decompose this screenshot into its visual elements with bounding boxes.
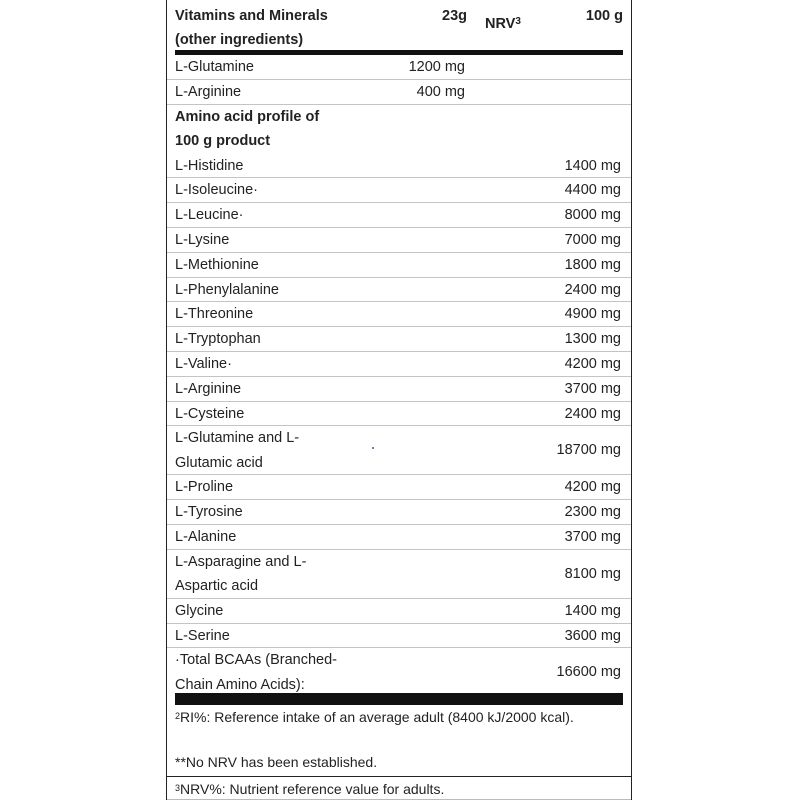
table-row bbox=[167, 154, 631, 179]
row-value-100g: 4400 mg bbox=[564, 182, 621, 199]
row-name: L-Cysteine bbox=[175, 405, 245, 422]
row-value-100g: 1400 mg bbox=[564, 157, 621, 174]
stray-dot bbox=[372, 447, 374, 449]
row-name: L-Lysine bbox=[175, 231, 230, 248]
footnote-ri bbox=[175, 706, 615, 729]
table-row bbox=[167, 105, 631, 154]
row-name: L-Methionine bbox=[175, 256, 259, 273]
table-row bbox=[167, 253, 631, 278]
table-row bbox=[167, 648, 631, 697]
row-name: L-Arginine bbox=[175, 83, 242, 100]
table-row bbox=[167, 228, 631, 253]
row-value-100g: 3600 mg bbox=[564, 627, 621, 644]
table-row bbox=[167, 550, 631, 599]
row-value-100g: 8100 mg bbox=[564, 565, 621, 582]
row-name: L-Proline bbox=[175, 479, 234, 496]
row-value-100g: 1400 mg bbox=[564, 602, 621, 619]
row-value-100g: 8000 mg bbox=[564, 207, 621, 224]
row-value-100g: 1800 mg bbox=[564, 256, 621, 273]
row-name: L-Glutamine bbox=[175, 59, 254, 75]
row-value-100g: 2400 mg bbox=[564, 405, 621, 422]
footnote-ri-sup: 2 bbox=[175, 711, 181, 721]
table-header bbox=[167, 0, 631, 52]
table-row bbox=[167, 178, 631, 203]
table-row bbox=[167, 55, 631, 80]
row-value-23g: 1200 mg bbox=[408, 59, 465, 75]
nutrition-table bbox=[166, 0, 632, 800]
row-name: L-Asparagine and L- Aspartic acid bbox=[175, 553, 307, 595]
header-100g: 100 g bbox=[585, 8, 623, 24]
section-heading: Amino acid profile of 100 g product bbox=[175, 108, 320, 150]
header-name: Vitamins and Minerals (other ingredients) bbox=[175, 8, 328, 48]
row-name: L-Leucine· bbox=[175, 207, 244, 224]
table-row bbox=[167, 327, 631, 352]
footnote-nrv-text: NRV%: Nutrient reference value for adults. bbox=[180, 781, 445, 797]
row-value-23g: 400 mg bbox=[416, 83, 465, 100]
row-name: L-Serine bbox=[175, 627, 230, 644]
header-nrv-sup: 3 bbox=[515, 16, 521, 27]
table-row bbox=[167, 599, 631, 624]
row-value-100g: 3700 mg bbox=[564, 528, 621, 545]
footnote-ri-text: RI%: Reference intake of an average adult (8400 kJ/2000 kcal). bbox=[180, 709, 574, 725]
table-row bbox=[167, 475, 631, 500]
row-name: Glycine bbox=[175, 602, 224, 619]
row-name: L-Isoleucine· bbox=[175, 182, 259, 199]
row-value-100g: 4200 mg bbox=[564, 355, 621, 372]
row-value-100g: 1300 mg bbox=[564, 331, 621, 348]
row-name: L-Tyrosine bbox=[175, 504, 243, 521]
row-name: L-Arginine bbox=[175, 380, 242, 397]
header-nrv-label: NRV bbox=[485, 16, 516, 32]
row-value-100g: 7000 mg bbox=[564, 231, 621, 248]
table-row bbox=[167, 426, 631, 475]
row-name: ·Total BCAAs (Branched- Chain Amino Acids): bbox=[175, 652, 337, 693]
table-body bbox=[167, 55, 631, 697]
row-name: L-Threonine bbox=[175, 306, 254, 323]
row-name: L-Valine· bbox=[175, 355, 232, 372]
table-row bbox=[167, 402, 631, 427]
row-name: L-Phenylalanine bbox=[175, 281, 279, 298]
table-row bbox=[167, 377, 631, 402]
footnote-nrv-sup: 3 bbox=[175, 783, 181, 793]
header-23g: 23g bbox=[442, 8, 467, 24]
row-value-100g: 16600 mg bbox=[556, 664, 621, 681]
row-value-100g: 2300 mg bbox=[564, 504, 621, 521]
row-value-100g: 18700 mg bbox=[556, 442, 621, 459]
row-value-100g: 4900 mg bbox=[564, 306, 621, 323]
table-row bbox=[167, 624, 631, 649]
row-name: L-Glutamine and L- Glutamic acid bbox=[175, 430, 300, 471]
row-name: L-Alanine bbox=[175, 528, 237, 545]
table-row bbox=[167, 525, 631, 550]
header-nrv bbox=[485, 12, 521, 36]
table-end-bar bbox=[175, 693, 623, 705]
footnote-divider bbox=[167, 776, 631, 777]
footnote-nrv bbox=[175, 778, 444, 800]
row-value-100g: 2400 mg bbox=[564, 281, 621, 298]
footnote-no-nrv: **No NRV has been established. bbox=[175, 754, 378, 770]
table-row bbox=[167, 80, 631, 105]
table-row bbox=[167, 278, 631, 303]
table-row bbox=[167, 302, 631, 327]
table-row bbox=[167, 203, 631, 228]
row-value-100g: 4200 mg bbox=[564, 479, 621, 496]
row-name: L-Tryptophan bbox=[175, 331, 261, 348]
table-row bbox=[167, 500, 631, 525]
row-name: L-Histidine bbox=[175, 157, 244, 174]
table-row bbox=[167, 352, 631, 377]
row-value-100g: 3700 mg bbox=[564, 380, 621, 397]
